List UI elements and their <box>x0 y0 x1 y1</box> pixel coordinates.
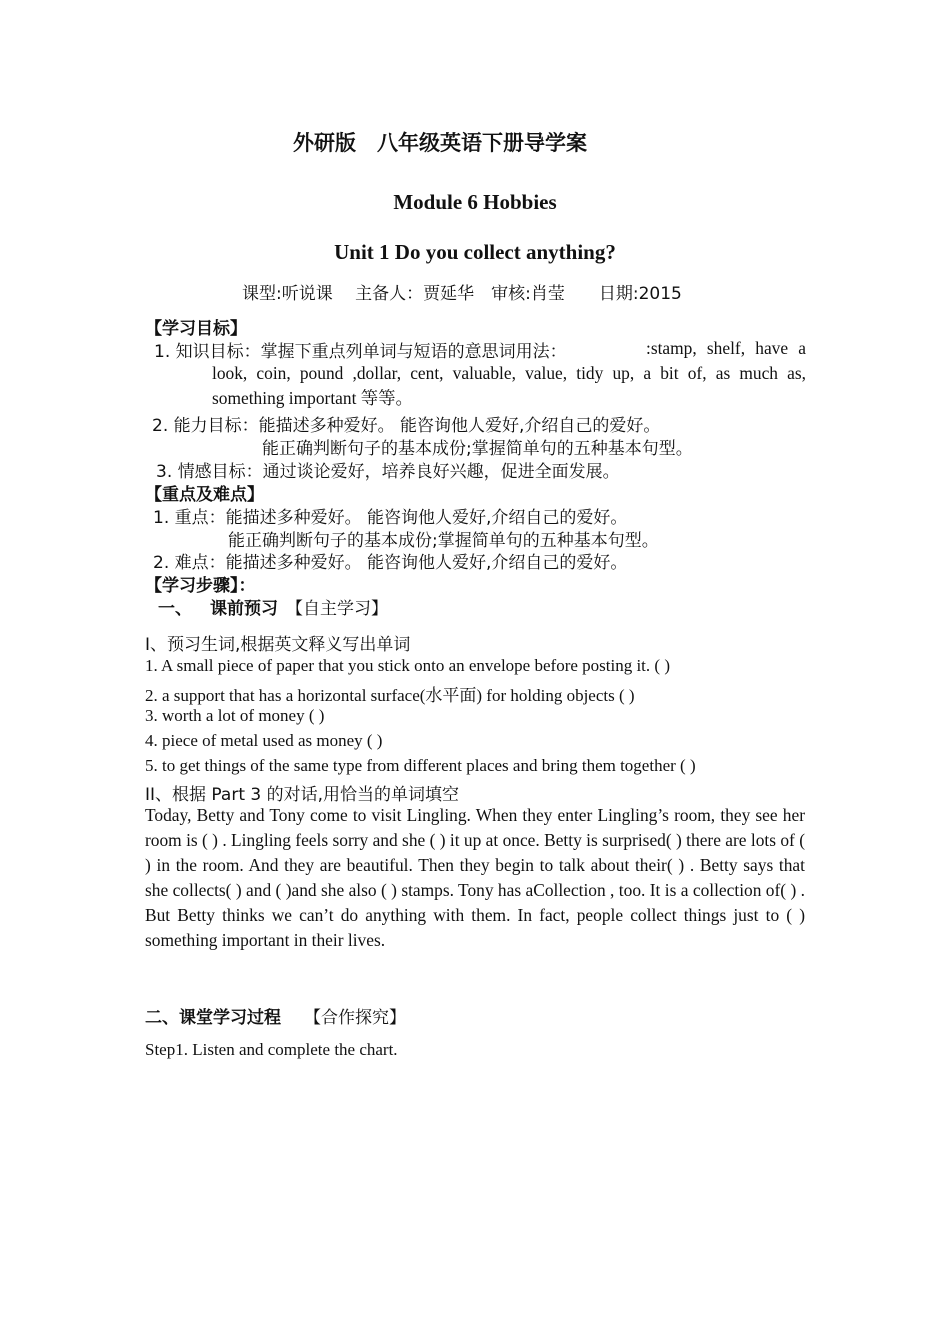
unit-title: Unit 1 Do you collect anything? <box>334 240 616 264</box>
section1-number: 一、 <box>158 599 192 619</box>
steps-heading: 【学习步骤】： <box>145 576 256 596</box>
knowledge-goal-text: :stamp, shelf, have a look, coin, pound ,dollar, cent, valuable, value, tidy up, a bit of, as much as, something important 等等。 <box>212 338 806 408</box>
emotion-goal: 3. 情感目标：通过谈论爱好，培养良好兴趣，促进全面发展。 <box>156 462 620 482</box>
section2-tag: 【合作探究】 <box>304 1008 406 1028</box>
list-item: 5. to get things of the same type from different places and bring them together ( ) <box>145 756 696 775</box>
part1-title: I、预习生词,根据英文释义写出单词 <box>145 635 411 655</box>
key-points-heading: 【重点及难点】 <box>145 485 264 505</box>
list-item: 2. a support that has a horizontal surface(水平面) for holding objects ( ) <box>145 686 635 705</box>
lesson-info: 课型:听说课 主备人：贾延华 审核:肖莹 日期:2015 <box>242 284 682 304</box>
part2-title: II、根据 Part 3 的对话,用恰当的单词填空 <box>145 785 460 805</box>
key-point: 1. 重点：能描述多种爱好。 能咨询他人爱好,介绍自己的爱好。 <box>153 508 628 528</box>
list-item: 1. A small piece of paper that you stick onto an envelope before posting it. ( ) <box>145 656 670 675</box>
objectives-heading: 【学习目标】 <box>145 319 247 339</box>
section2-title: 二、课堂学习过程 <box>145 1008 281 1028</box>
page-title: 外研版 八年级英语下册导学案 <box>293 131 587 155</box>
knowledge-goal-label: 1. 知识目标：掌握下重点列单词与短语的意思词用法： <box>154 342 567 362</box>
list-item: 3. worth a lot of money ( ) <box>145 706 325 725</box>
ability-goal-line2: 能正确判断句子的基本成份;掌握简单句的五种基本句型。 <box>262 439 693 459</box>
section1-title: 课前预习 <box>210 599 278 619</box>
key-point-line2: 能正确判断句子的基本成份;掌握简单句的五种基本句型。 <box>228 531 659 551</box>
list-item: 4. piece of metal used as money ( ) <box>145 731 383 750</box>
cloze-passage: Today, Betty and Tony come to visit Lingling. When they enter Lingling’s room, they see her room is ( ) . Lingling feels sorry and she ( ) it up at once. Betty is surprised( ) there are lots of ( ) in the room. And they are beautiful. Then they begin to talk about their( ) . Betty says that she collects( ) and ( )and she also ( ) stamps. Tony has aCollection , too. It is a collection of( ) . But Betty thinks we can’t do anything with them. In fact, people collect things just to ( ) something important in their lives. <box>145 805 805 950</box>
section1-tag: 【自主学习】 <box>286 599 388 619</box>
module-title: Module 6 Hobbies <box>393 190 557 214</box>
difficult-point: 2. 难点：能描述多种爱好。 能咨询他人爱好,介绍自己的爱好。 <box>153 553 628 573</box>
step1-instruction: Step1. Listen and complete the chart. <box>145 1040 398 1059</box>
ability-goal: 2. 能力目标：能描述多种爱好。 能咨询他人爱好,介绍自己的爱好。 <box>152 416 661 436</box>
